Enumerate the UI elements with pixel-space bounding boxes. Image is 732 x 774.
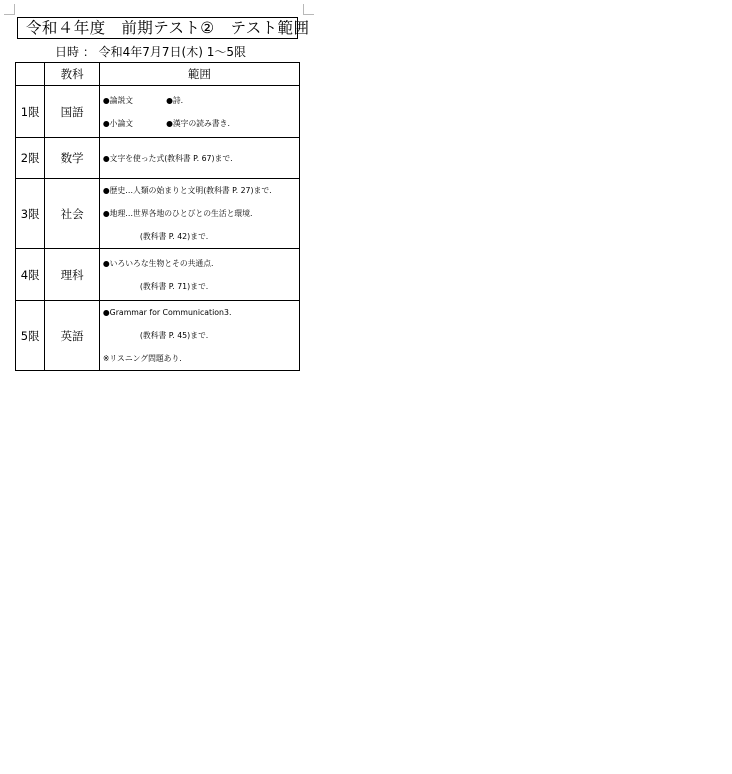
scope-line: ●いろいろな生物とその共通点. (102, 258, 214, 268)
subject-cell: 国語 (45, 86, 100, 138)
scope-cell (99, 249, 299, 301)
page-corner-mark (4, 4, 15, 15)
table-row (16, 179, 300, 249)
test-scope-table (15, 62, 300, 371)
scope-line (103, 112, 299, 135)
period-cell: 5限 (16, 301, 45, 371)
table-row (16, 249, 300, 301)
page-corner-mark (303, 4, 314, 15)
header-scope: 範囲 (99, 63, 299, 86)
scope-item: ●論説文 (102, 95, 134, 105)
scope-line: ●文字を使った式(教科書 P. 67)まで. (102, 153, 233, 163)
subject-cell: 数学 (45, 138, 100, 179)
header-period (16, 63, 45, 86)
scope-line: (教科書 P. 45)まで. (139, 331, 209, 340)
scope-cell (99, 138, 299, 179)
table-row (16, 138, 300, 179)
scope-cell (99, 179, 299, 249)
scope-line (103, 89, 299, 112)
exam-date-line: 日時 ： 令和4年7月7日(木) 1～5限 (55, 45, 246, 59)
period-cell: 2限 (16, 138, 45, 179)
scope-cell (99, 301, 299, 371)
scope-item: ●小論文 (102, 118, 134, 128)
period-cell: 4限 (16, 249, 45, 301)
subject-cell: 英語 (45, 301, 100, 371)
period-cell: 1限 (16, 86, 45, 138)
scope-line: (教科書 P. 71)まで. (139, 281, 209, 291)
table-row (16, 301, 300, 371)
period-cell: 3限 (16, 179, 45, 249)
scope-line: ●歴史…人類の始まりと文明(教科書 P. 27)まで. (102, 186, 272, 195)
scope-cell (99, 86, 299, 138)
table-header-row (16, 63, 300, 86)
table-row (16, 86, 300, 138)
scope-item: ●詩. (166, 95, 184, 105)
scope-line: (教科書 P. 42)まで. (139, 232, 209, 241)
scope-item: ●漢字の読み書き. (166, 118, 230, 128)
subject-cell: 社会 (45, 179, 100, 249)
header-subject: 教科 (45, 63, 100, 86)
document-title: 令和４年度 前期テスト② テスト範囲 (17, 17, 298, 39)
scope-line: ●Grammar for Communication3. (102, 308, 232, 317)
scope-line: ●地理…世界各地のひとびとの生活と環境. (102, 209, 253, 218)
scope-line: ※リスニング問題あり. (102, 354, 182, 363)
subject-cell: 理科 (45, 249, 100, 301)
